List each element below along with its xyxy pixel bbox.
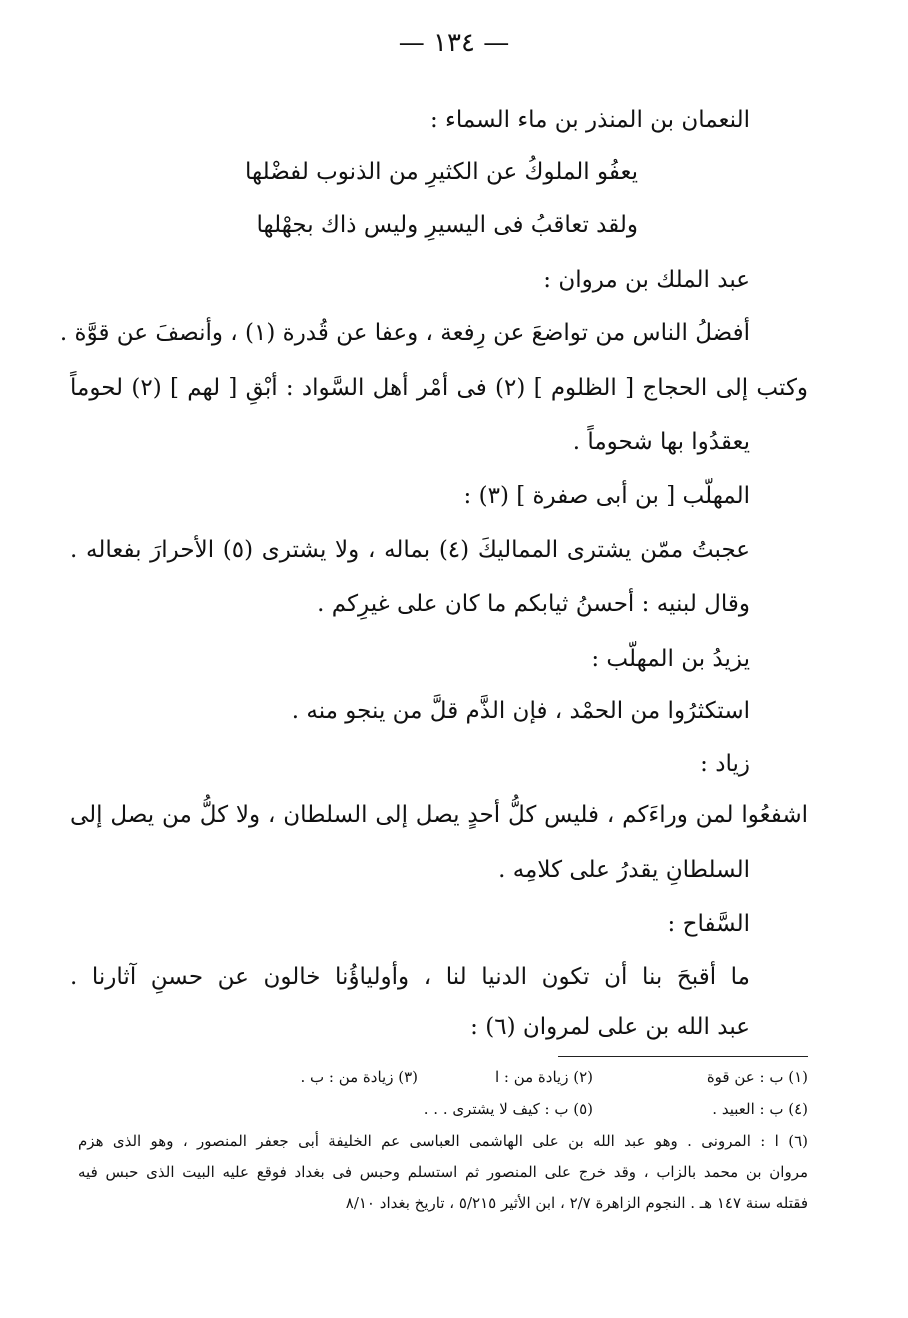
speaker-heading: النعمان بن المنذر بن ماء السماء : xyxy=(429,107,750,133)
text-line: وكتب إلى الحجاج [ الظلوم ] (٢) فى أمْر أهل السَّواد : أبْقِ [ لهم ] (٢) لحوماً xyxy=(70,375,809,401)
text-line: استكثرُوا من الحمْد ، فإن الذَّم قلَّ من ينجو منه . xyxy=(291,698,750,724)
footnote-3: (٣) زيادة من : ب . xyxy=(300,1068,418,1086)
speaker-heading: عبد الله بن على لمروان (٦) : xyxy=(470,1014,750,1040)
page-number: — ١٣٤ — xyxy=(398,28,510,58)
speaker-heading: يزيدُ بن المهلّب : xyxy=(591,646,750,672)
footnote-6-line: مروان بن محمد بالزاب ، وقد خرج على المنصور ثم استسلم وحبس فى بغداد فوقع عليه البيت الذى حبس فيه xyxy=(78,1163,808,1181)
verse-line: ولقد تعاقبُ فى اليسيرِ وليس ذاك بجهْلها xyxy=(256,212,638,238)
speaker-heading: المهلّب [ بن أبى صفرة ] (٣) : xyxy=(463,483,750,509)
footnote-row xyxy=(78,1100,808,1122)
text-line: وقال لبنيه : أحسنُ ثيابكم ما كان على غيرِكم . xyxy=(317,591,750,617)
text-line: أفضلُ الناس من تواضعَ عن رِفعة ، وعفا عن قُدرة (١) ، وأنصفَ عن قوَّة . xyxy=(59,320,750,346)
text-line: يعقدُوا بها شحوماً . xyxy=(572,429,750,455)
footnote-6-line: فقتله سنة ١٤٧ هـ . النجوم الزاهرة ٢/٧ ، ابن الأثير ٥/٢١٥ ، تاريخ بغداد ٨/١٠ xyxy=(345,1194,808,1212)
text-line: السلطانِ يقدرُ على كلامِه . xyxy=(498,857,750,883)
footnote-6-line: (٦) ا : المرونى . وهو عبد الله بن على الهاشمى العباسى عم الخليفة أبى جعفر المنصور ، وهو الذى هزم xyxy=(78,1132,808,1150)
text-line: عجبتُ ممّن يشترى المماليكَ (٤) بماله ، ولا يشترى (٥) الأحرارَ بفعاله . xyxy=(70,537,751,563)
footnote-4: (٤) ب : العبيد . xyxy=(712,1100,808,1118)
speaker-heading: السَّفاح : xyxy=(667,911,750,937)
speaker-heading: عبد الملك بن مروان : xyxy=(543,267,750,293)
footnote-row xyxy=(78,1068,808,1090)
text-line: ما أقبحَ بنا أن تكون الدنيا لنا ، وأولياؤُنا خالون عن حسنِ آثارنا . xyxy=(70,964,750,990)
verse-line: يعفُو الملوكُ عن الكثيرِ من الذنوب لفضْلها xyxy=(245,159,638,185)
text-line: اشفعُوا لمن وراءَكم ، فليس كلُّ أحدٍ يصل إلى السلطان ، ولا كلُّ من يصل إلى xyxy=(70,802,808,828)
speaker-heading: زياد : xyxy=(700,751,750,777)
footnote-5: (٥) ب : كيف لا يشترى . . . xyxy=(423,1100,593,1118)
footnote-divider xyxy=(558,1056,808,1057)
footnote-1: (١) ب : عن قوة xyxy=(706,1068,808,1086)
footnote-2: (٢) زيادة من : ا xyxy=(494,1068,593,1086)
